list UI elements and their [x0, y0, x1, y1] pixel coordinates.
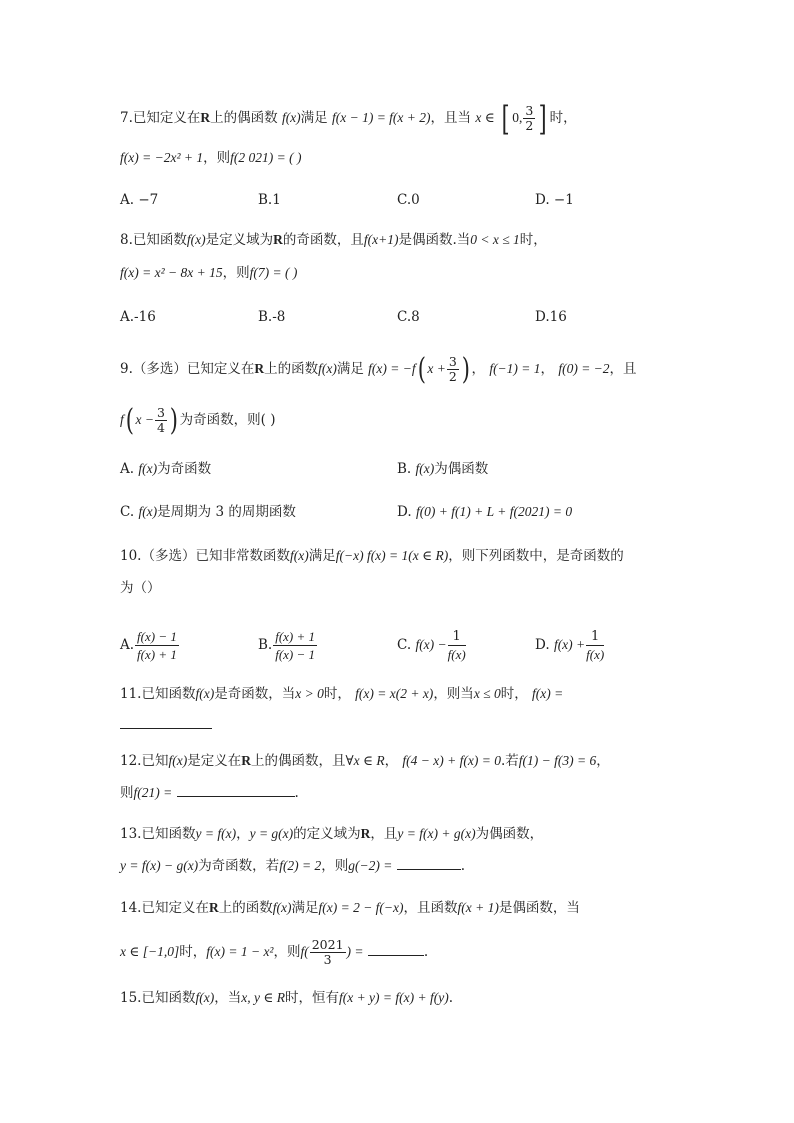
q14-answer-blank[interactable]	[368, 941, 424, 956]
q9-option-b[interactable]: B. f(x)为偶函数	[397, 461, 489, 477]
q10-option-b[interactable]: B. $\frac{f(x) + 1}{f(x) - 1}$	[258, 629, 316, 662]
q11-line1: 11.已知函数f(x)是奇函数，当x > 0时， f(x) = x(2 + x)，则当x ≤ 0时， f(x) =	[120, 686, 564, 702]
q10-option-d[interactable]: D. f(x) + $\frac{1}{f(x)}$	[535, 629, 605, 662]
q7-option-b[interactable]: B.1	[258, 192, 281, 208]
q7-line1: 7.已知定义在R上的偶函数 f(x)满足 f(x − 1) = f(x + 2)，且当 x ∈ [ 0, $\frac{3}{2}$ ] 时，	[120, 98, 577, 139]
q10-option-a[interactable]: A. $\frac{f(x) - 1}{f(x) + 1}$	[120, 629, 177, 662]
q9-option-c[interactable]: C. f(x)是周期为 3 的周期函数	[120, 504, 296, 520]
q9-option-a[interactable]: A. f(x)为奇函数	[120, 461, 212, 477]
q10-option-c[interactable]: C. f(x) − $\frac{1}{f(x)}$	[397, 629, 466, 662]
q7-option-c[interactable]: C.0	[397, 192, 420, 208]
q12-answer-blank[interactable]	[177, 782, 295, 797]
q14-line2: x ∈ [−1,0]时，f(x) = 1 − x²，则f( $\frac{2021}{3}$ ) = .	[120, 937, 429, 967]
q11-answer-blank[interactable]	[120, 714, 212, 729]
q9-line1: 9.（多选）已知定义在R上的函数f(x)满足 f(x) = −f( x + $\frac{3}{2}$ ) ， f(−1) = 1， f(0) = −2，且	[120, 351, 637, 387]
q8-option-b[interactable]: B.-8	[258, 309, 286, 325]
q9-option-d[interactable]: D. f(0) + f(1) + L + f(2021) = 0	[397, 504, 573, 520]
q11-answer-blank-line[interactable]	[120, 714, 212, 735]
q8-option-d[interactable]: D.16	[535, 309, 567, 325]
q13-answer-blank[interactable]	[397, 855, 461, 870]
q13-line1: 13.已知函数y = f(x)，y = g(x)的定义域为R，且y = f(x) + g(x)为偶函数，	[120, 826, 544, 842]
q8-line1: 8.已知函数f(x)是定义域为R的奇函数，且f(x+1)是偶函数.当0 < x ≤ 1时，	[120, 232, 547, 248]
q8-line2: f(x) = x² − 8x + 15，则f(7) = ( )	[120, 265, 298, 281]
q7-line2: f(x) = −2x² + 1，则f(2 021) = ( )	[120, 150, 302, 166]
q12-line2: 则f(21) = .	[120, 782, 299, 803]
q10-line2: 为（）	[120, 580, 161, 596]
q14-line1: 14.已知定义在R上的函数f(x)满足f(x) = 2 − f(−x)，且函数f(x + 1)是偶函数，当	[120, 900, 580, 916]
q8-option-a[interactable]: A.-16	[120, 309, 156, 325]
q12-line1: 12.已知f(x)是定义在R上的偶函数，且∀x ∈ R， f(4 − x) + f(x) = 0.若f(1) − f(3) = 6，	[120, 753, 610, 769]
q8-option-c[interactable]: C.8	[397, 309, 420, 325]
q15-line1: 15.已知函数f(x)，当x, y ∈ R时，恒有f(x + y) = f(x) + f(y).	[120, 990, 454, 1006]
q13-line2: y = f(x) − g(x)为奇函数，若f(2) = 2，则g(−2) = .	[120, 855, 465, 876]
q9-line2: f( x − $\frac{3}{4}$ ) 为奇函数，则( )	[120, 402, 276, 438]
q10-line1: 10.（多选）已知非常数函数f(x)满足f(−x) f(x) = 1(x ∈ R)，则下列函数中，是奇函数的	[120, 548, 624, 564]
q7-option-a[interactable]: A. −7	[120, 192, 159, 208]
q7-option-d[interactable]: D. −1	[535, 192, 574, 208]
